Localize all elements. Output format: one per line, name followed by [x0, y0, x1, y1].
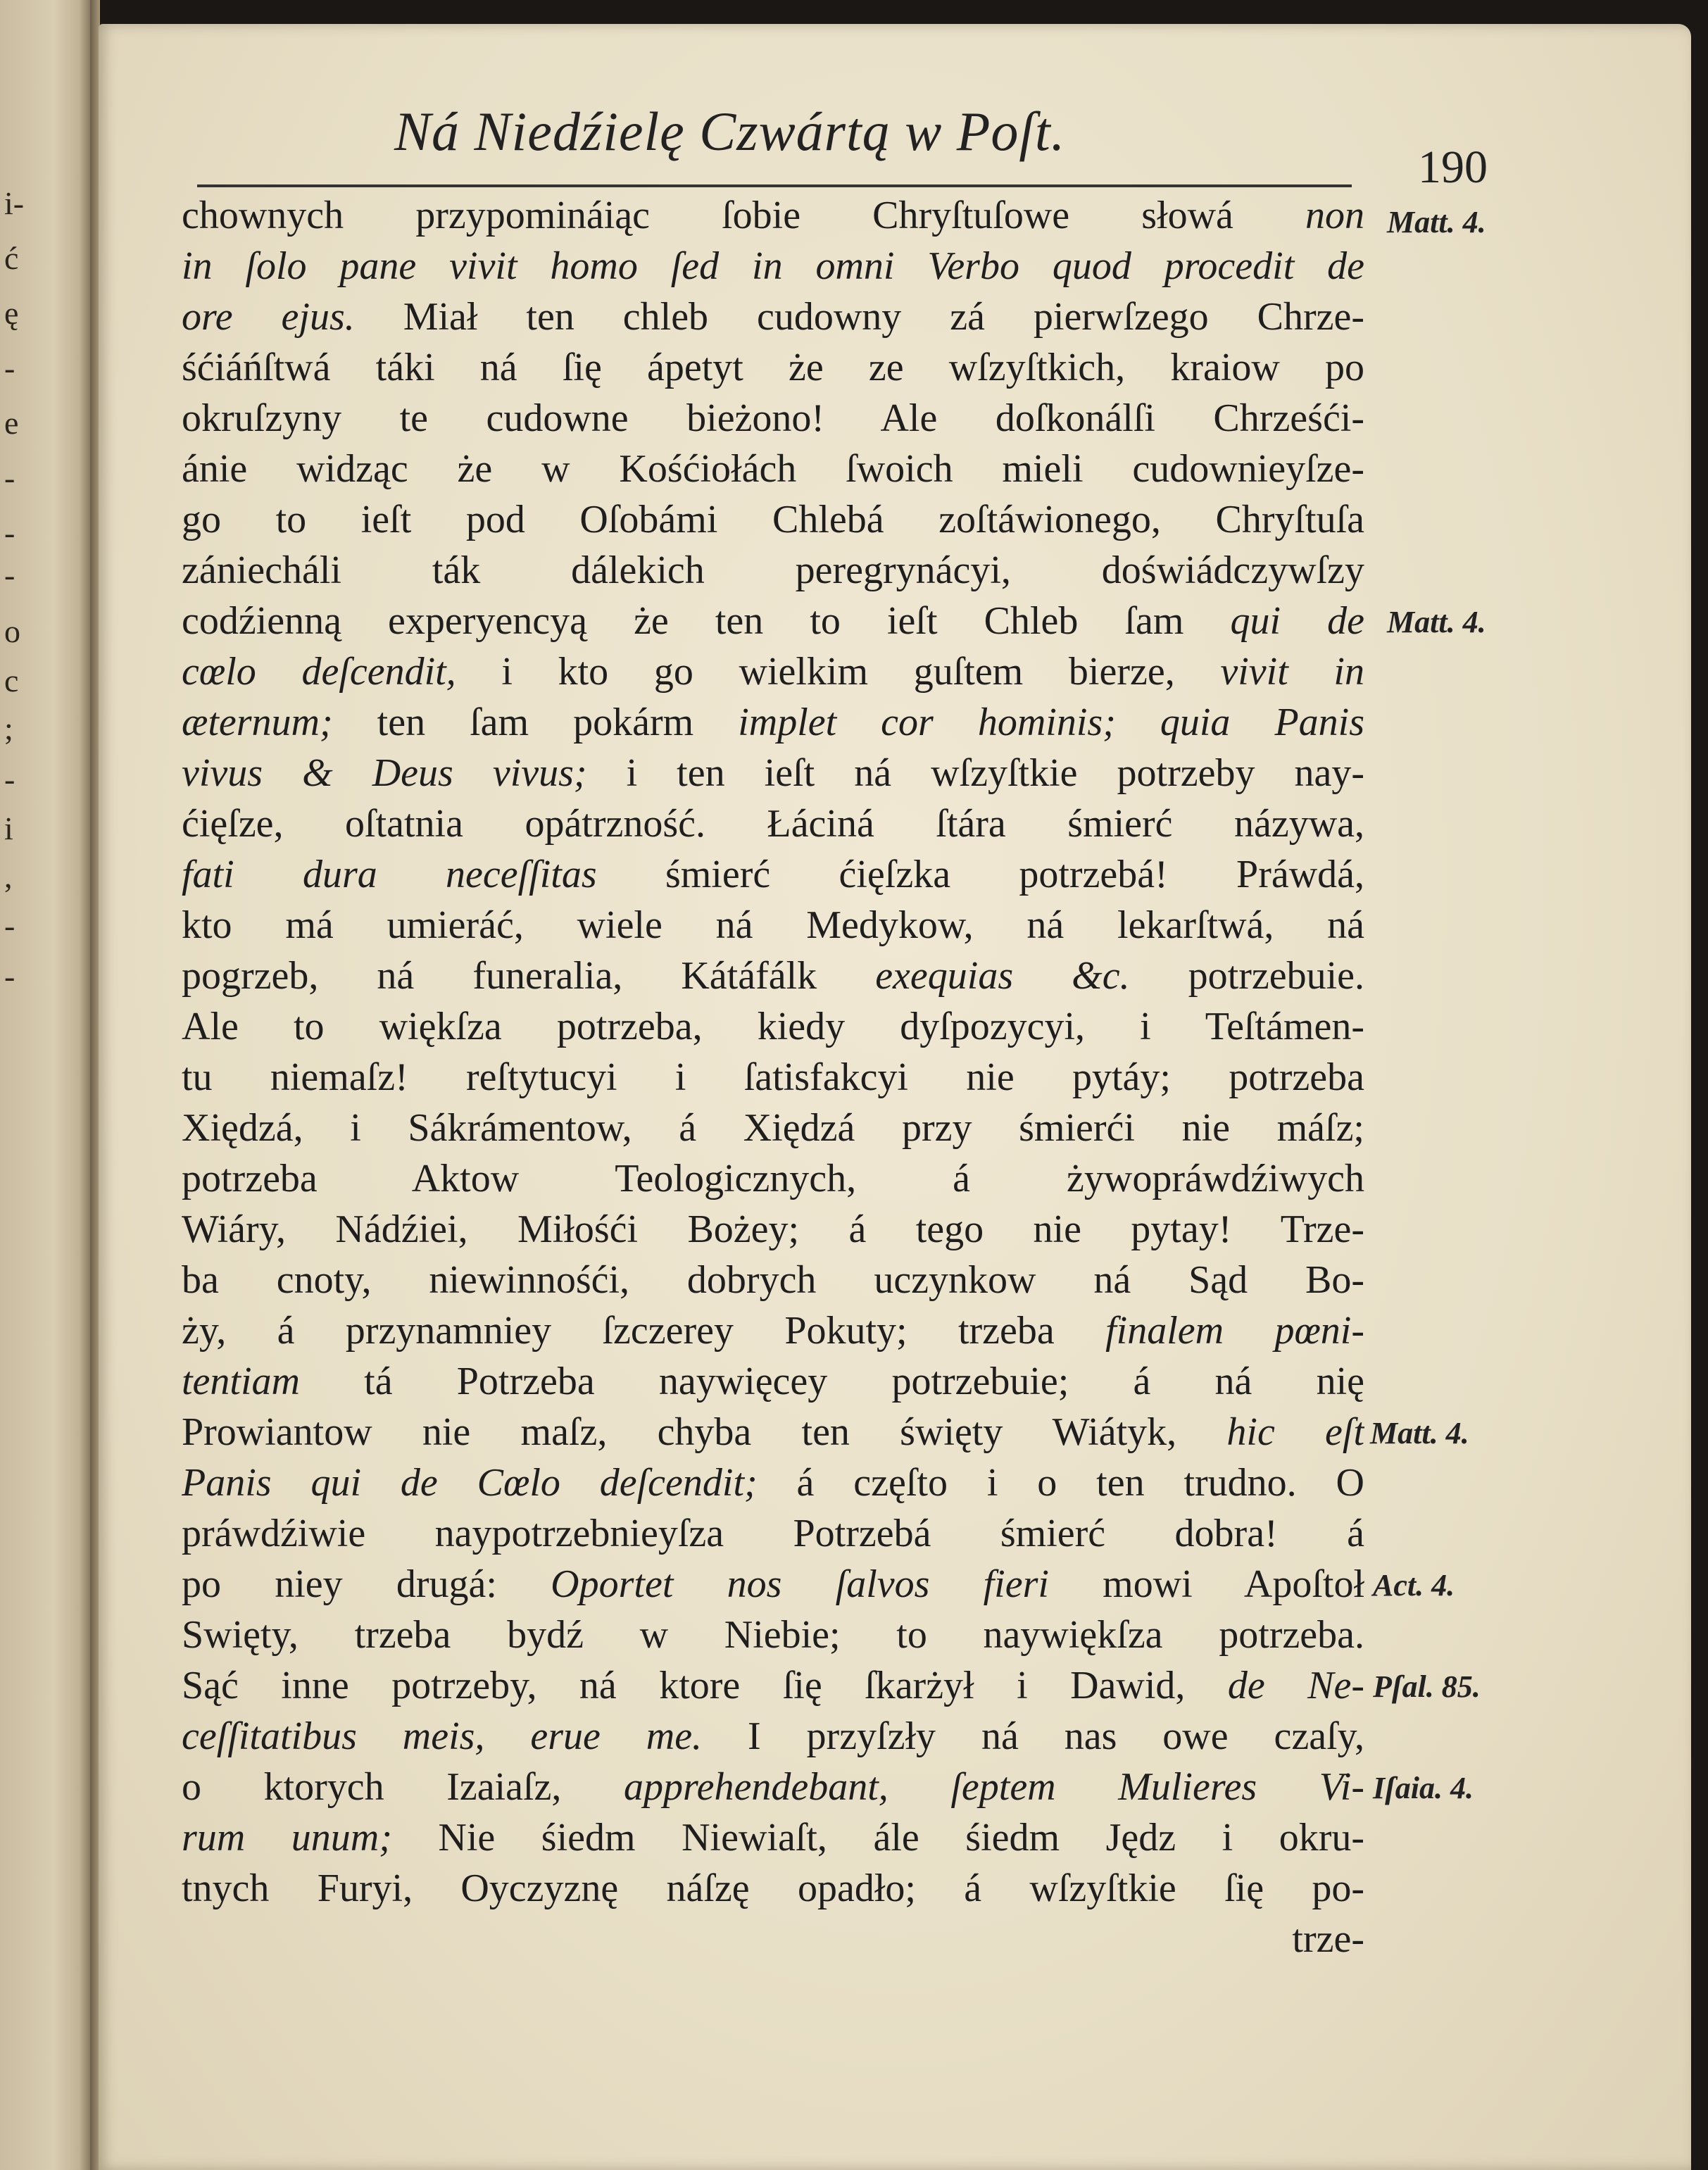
margin-note: Matt. 4.: [1387, 605, 1486, 639]
text-line: in ſolo pane vivit homo ſed in omni Verbo quod procedit de: [182, 244, 1364, 288]
text-line: o ktorych Izaiaſz, apprehendebant, ſeptem Mulieres Vi-: [182, 1765, 1364, 1809]
left-fragment: -: [4, 350, 15, 386]
left-fragment: i: [4, 810, 13, 846]
left-fragment: o: [4, 613, 20, 649]
left-fragment: -: [4, 908, 15, 943]
text-line: ćięſze, oſtatnia opátrzność. Łáciná ſtára śmierć názywa,: [182, 802, 1364, 846]
text-line: śćiáńſtwá táki ná ſię ápetyt że ze wſzyſtkich, kraiow po: [182, 346, 1364, 389]
text-line: rum unum; Nie śiedm Niewiaſt, ále śiedm Jędz i okru-: [182, 1816, 1364, 1859]
text-line: zániecháli ták dálekich peregrynácyi, doświádczywſzy: [182, 548, 1364, 592]
margin-note: Act. 4.: [1373, 1568, 1455, 1603]
text-line: Swięty, trzeba bydź w Niebie; to naywiękſza potrzeba.: [182, 1613, 1364, 1657]
page-number: 190: [1418, 142, 1488, 193]
text-line: potrzeba Aktow Teologicznych, á żywopráwdźiwych: [182, 1157, 1364, 1200]
text-line: ánie widząc że w Kośćiołách ſwoich mieli cudownieyſze-: [182, 447, 1364, 491]
text-line: okruſzyny te cudowne bieżono! Ale doſkonálſi Chrześći-: [182, 396, 1364, 440]
text-line: Prowiantow nie maſz, chyba ten święty Wiátyk, hic eſt: [182, 1410, 1364, 1454]
text-line: æternum; ten ſam pokárm implet cor hominis; quia Panis: [182, 701, 1364, 744]
running-header: Ná Niedźielę Czwártą w Poſt.: [394, 101, 1066, 162]
text-line: tentiam tá Potrzeba naywięcey potrzebuie; á ná nię: [182, 1360, 1364, 1403]
left-fragment: -: [4, 515, 15, 551]
text-line: ba cnoty, niewinnośći, dobrych uczynkow ná Sąd Bo-: [182, 1258, 1364, 1302]
left-fragment: c: [4, 663, 19, 698]
left-fragment: ę: [4, 295, 19, 331]
margin-note: Pſal. 85.: [1373, 1669, 1481, 1704]
text-line: Wiáry, Nádźiei, Miłośći Bożey; á tego nie pytay! Trze-: [182, 1208, 1364, 1251]
text-line: Ale to więkſza potrzeba, kiedy dyſpozycyi, i Teſtámen-: [182, 1005, 1364, 1048]
text-line: Xiędzá, i Sákrámentow, á Xiędzá przy śmierći nie máſz;: [182, 1106, 1364, 1150]
text-line: vivus & Deus vivus; i ten ieſt ná wſzyſtkie potrzeby nay-: [182, 751, 1364, 795]
text-line: codźienną experyencyą że ten to ieſt Chleb ſam qui de: [182, 599, 1364, 643]
text-line: tnych Furyi, Oyczyznę náſzę opadło; á wſzyſtkie ſię po-: [182, 1867, 1364, 1910]
margin-note: Matt. 4.: [1370, 1416, 1469, 1450]
text-line: tu niemaſz! reſtytucyi i ſatisfakcyi nie pytáy; potrzeba: [182, 1055, 1364, 1099]
left-fragment: -: [4, 557, 15, 593]
text-line: Panis qui de Cœlo deſcendit; á częſto i o ten trudno. O: [182, 1461, 1364, 1505]
text-line: cœlo deſcendit, i kto go wielkim guſtem bierze, vivit in: [182, 650, 1364, 694]
left-fragment: -: [4, 958, 15, 994]
text-line: chownych przypomináiąc ſobie Chryſtuſowe słowá non: [182, 194, 1364, 237]
left-fragment: -: [4, 460, 15, 496]
text-line: kto má umieráć, wiele ná Medykow, ná lekarſtwá, ná: [182, 903, 1364, 947]
left-fragment: e: [4, 405, 19, 441]
catchword: trze-: [1292, 1917, 1364, 1961]
text-line: ore ejus. Miał ten chleb cudowny zá pierwſzego Chrze-: [182, 295, 1364, 339]
left-page-edge: [0, 0, 90, 2170]
text-line: práwdźiwie naypotrzebnieyſza Potrzebá śmierć dobra! á: [182, 1512, 1364, 1555]
header-rule: [197, 184, 1352, 187]
left-fragment: ć: [4, 240, 19, 276]
text-line: fati dura neceſſitas śmierć ćięſzka potrzebá! Práwdá,: [182, 853, 1364, 896]
text-line: Sąć inne potrzeby, ná ktore ſię ſkarżył i Dawid, de Ne-: [182, 1664, 1364, 1707]
text-line: ceſſitatibus meis, erue me. I przyſzły ná nas owe czaſy,: [182, 1714, 1364, 1758]
left-fragment: -: [4, 761, 15, 797]
text-line: go to ieſt pod Oſobámi Chlebá zoſtáwionego, Chryſtuſa: [182, 498, 1364, 541]
left-fragment: ;: [4, 710, 13, 746]
left-fragment: ,: [4, 858, 13, 894]
margin-note: Matt. 4.: [1387, 205, 1486, 239]
text-line: ży, á przynamniey ſzczerey Pokuty; trzeba finalem pœni-: [182, 1309, 1364, 1353]
left-fragment: i-: [4, 185, 25, 221]
margin-note: Iſaia. 4.: [1373, 1771, 1474, 1805]
text-line: po niey drugá: Oportet nos ſalvos fieri mowi Apoſtoł: [182, 1562, 1364, 1606]
text-line: pogrzeb, ná funeralia, Kátáfálk exequias &c. potrzebuie.: [182, 954, 1364, 998]
